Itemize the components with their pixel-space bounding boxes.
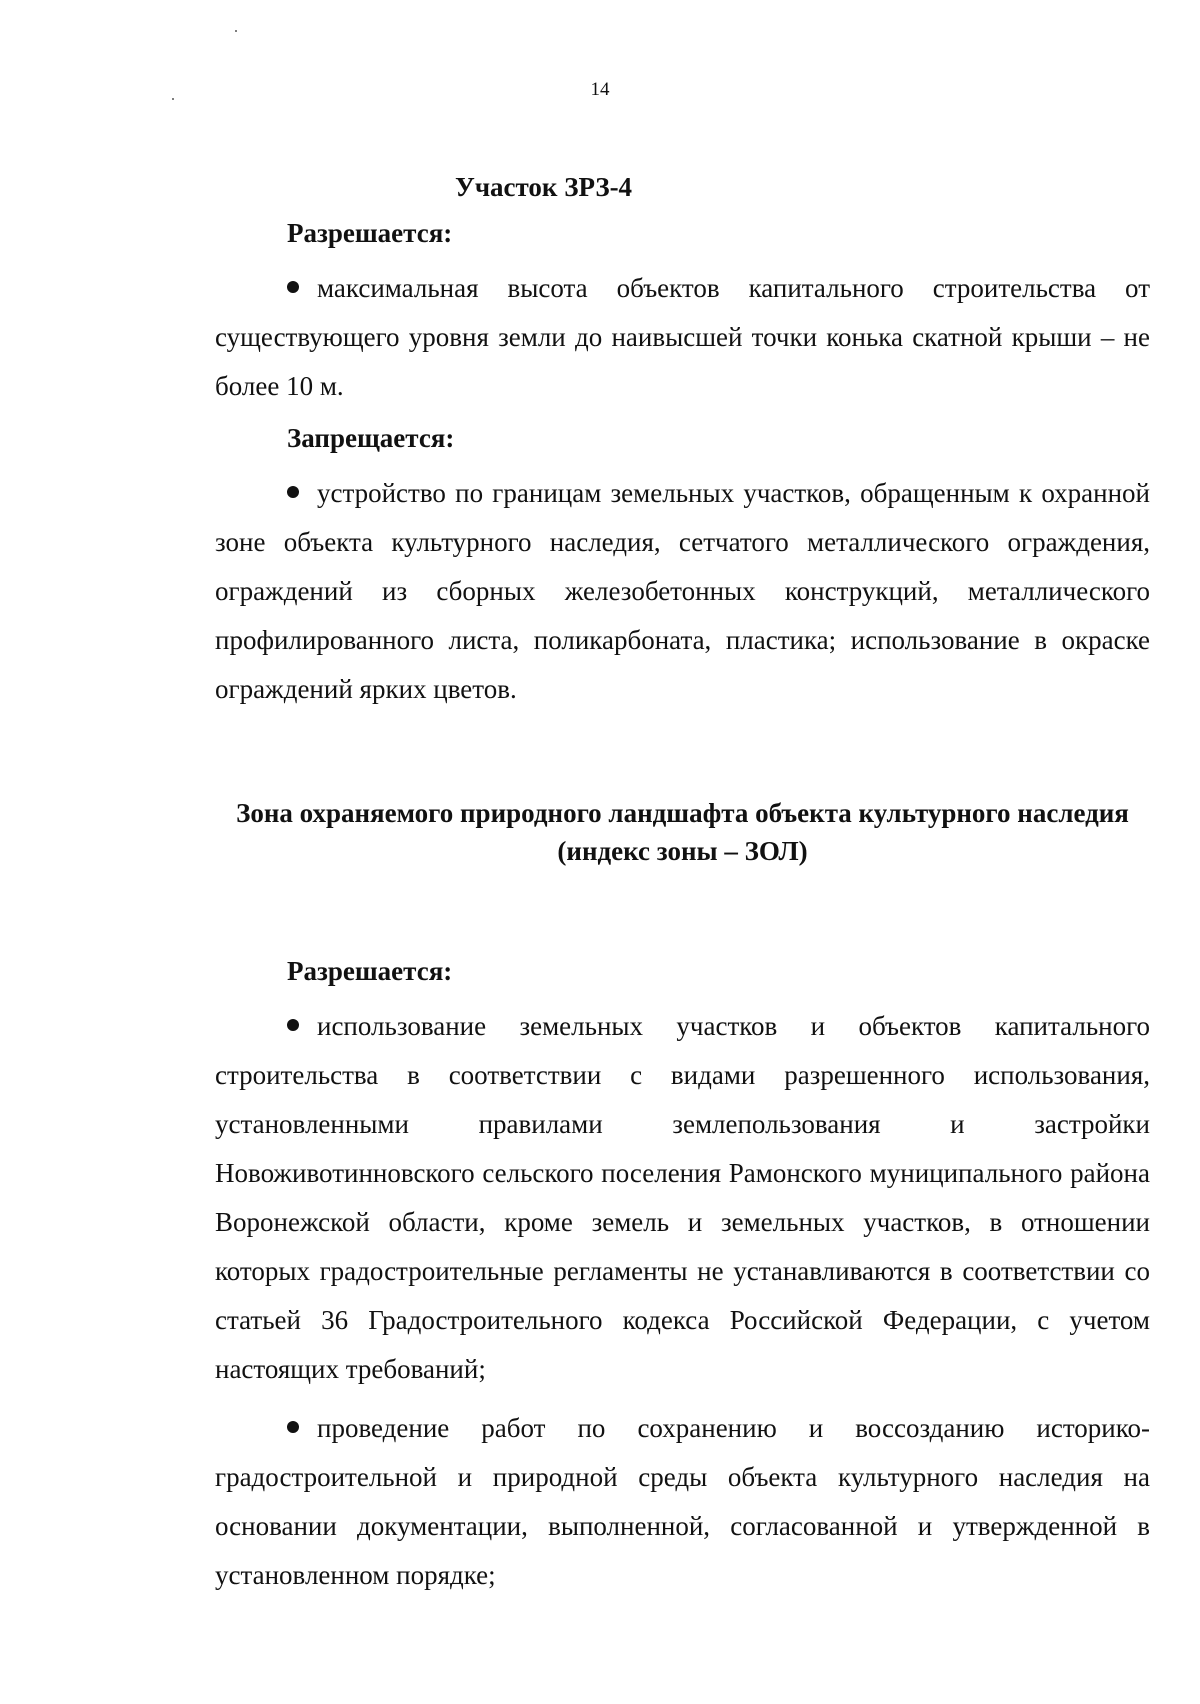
section-title-zrz4: Участок ЗРЗ-4 [455, 172, 633, 202]
list-item [215, 1002, 1150, 1394]
list-item-text: использование земельных участков и объектов капитального строительства в соответствии с видами разрешенного использования, установленными правилами землепользования и застройки Новоживотинновского сельского поселения Рамонского муниципального района Воронежской области, кроме земель и земельных участков, в отношении которых градостроительные регламенты не устанавливаются в соответствии со статьей 36 Градостроительного кодекса Российской Федерации, с учетом настоящих требований; [215, 1011, 1150, 1384]
section-title-zol: Зона охраняемого природного ландшафта объекта культурного наследия (индекс зоны – ЗОЛ) [236, 798, 1129, 866]
page-number: 14 [590, 79, 610, 100]
forbidden-label: Запрещается: [287, 423, 455, 453]
list-item-text: максимальная высота объектов капитального строительства от существующего уровня земли до наивысшей точки конька скатной крыши – не более 10 м. [215, 273, 1150, 401]
list-item [215, 264, 1150, 411]
allowed-label: Разрешается: [287, 956, 453, 986]
bullet-icon [287, 281, 299, 293]
list-item [215, 469, 1150, 714]
list-item-text: проведение работ по сохранению и воссозданию историко-градостроительной и природной среды объекта культурного наследия на основании документации, выполненной, согласованной и утвержденной в установленном порядке; [215, 1413, 1150, 1590]
list-item-text: устройство по границам земельных участков, обращенным к охранной зоне объекта культурного наследия, сетчатого металлического ограждения, ограждений из сборных железобетонных конструкций, металлического профилированного листа, поликарбоната, пластика; использование в окраске ограждений ярких цветов. [215, 478, 1150, 704]
bullet-icon [287, 1019, 299, 1031]
document-body [215, 168, 1150, 1608]
scan-speck [235, 30, 237, 32]
bullet-icon [287, 486, 299, 498]
bullet-icon [287, 1421, 299, 1433]
list-item [215, 1404, 1150, 1600]
allowed-label: Разрешается: [287, 218, 453, 248]
